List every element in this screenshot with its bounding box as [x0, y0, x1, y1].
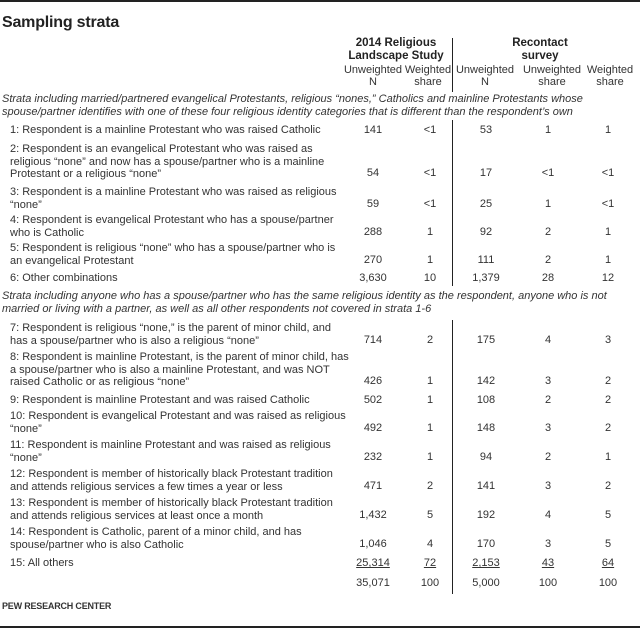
- column-header-line: share: [538, 76, 566, 88]
- table-cell: 1: [604, 451, 612, 463]
- table-cell: 53: [479, 124, 493, 136]
- row-label: 8: Respondent is mainline Protestant, is the parent of minor child, has a spouse/partner who is also a mainline Protestant, and was NOT raised Catholic or as religious “none”: [10, 351, 349, 388]
- column-header-line: Weighted: [404, 64, 452, 76]
- row-label: 15: All others: [10, 557, 74, 569]
- table-cell: <1: [423, 124, 437, 136]
- table-cell: 2,153: [472, 557, 500, 569]
- group-header-line: Recontact: [512, 37, 568, 49]
- table-cell: 141: [476, 480, 496, 492]
- table-cell: 270: [363, 254, 383, 266]
- column-header-line: Unweighted: [343, 64, 403, 76]
- table-cell: 3: [604, 334, 612, 346]
- table-cell: 192: [476, 509, 496, 521]
- table-cell: 2: [544, 394, 552, 406]
- page-title: Sampling strata: [2, 14, 120, 31]
- table-cell: 471: [363, 480, 383, 492]
- table-cell: 1,432: [359, 509, 387, 521]
- section-heading: Strata including married/partnered evangelical Protestants, religious “nones,” Catholics and mainline Protestants whose spouse/partner identifies with one of these four religious identity categories that is different than the respondent’s own: [2, 93, 583, 118]
- table-cell: 1: [426, 422, 434, 434]
- table-cell: 2: [604, 480, 612, 492]
- table-cell: 175: [476, 334, 496, 346]
- table-cell: <1: [601, 198, 615, 210]
- table-cell: 1: [604, 254, 612, 266]
- table-cell: 1: [544, 124, 552, 136]
- table-cell: 5: [604, 538, 612, 550]
- table-cell: 1,046: [359, 538, 387, 550]
- table-cell: 54: [366, 167, 380, 179]
- table-cell: 3: [544, 375, 552, 387]
- total-cell: 100: [538, 577, 558, 589]
- table-cell: 94: [479, 451, 493, 463]
- table-cell: 108: [476, 394, 496, 406]
- column-header: [341, 64, 405, 88]
- row-label: 7: Respondent is religious “none,” is the parent of minor child, and has a spouse/partner who is also a religious “none”: [10, 322, 332, 347]
- table-cell: 10: [423, 272, 437, 284]
- row-label: 3: Respondent is a mainline Protestant who was raised as religious “none”: [10, 186, 337, 211]
- table-cell: <1: [423, 167, 437, 179]
- column-header-line: Unweighted: [522, 64, 582, 76]
- bottom-rule: [0, 626, 640, 628]
- table-cell: 4: [426, 538, 434, 550]
- table-cell: 714: [363, 334, 383, 346]
- column-header-line: Weighted: [586, 64, 634, 76]
- table-cell: 148: [476, 422, 496, 434]
- total-cell: 35,071: [356, 577, 390, 589]
- row-label: 9: Respondent is mainline Protestant and was raised Catholic: [10, 394, 310, 406]
- table-cell: 1,379: [472, 272, 500, 284]
- table-cell: 1: [426, 226, 434, 238]
- row-label: 6: Other combinations: [10, 272, 118, 284]
- table-cell: 25: [479, 198, 493, 210]
- table-cell: 2: [544, 226, 552, 238]
- table-cell: 64: [601, 557, 615, 569]
- table-cell: 111: [477, 254, 495, 266]
- table-cell: 92: [479, 226, 493, 238]
- table-cell: 232: [363, 451, 383, 463]
- row-label: 5: Respondent is religious “none” who has a spouse/partner who is an evangelical Protestant: [10, 242, 336, 267]
- row-label: 11: Respondent is mainline Protestant and was raised as religious “none”: [10, 439, 331, 464]
- column-header: [453, 64, 517, 88]
- table-cell: <1: [423, 198, 437, 210]
- table-cell: <1: [601, 167, 615, 179]
- row-label: 14: Respondent is Catholic, parent of a minor child, and has spouse/partner who is also Catholic: [10, 526, 302, 551]
- table-cell: 17: [479, 167, 493, 179]
- section-heading: Strata including anyone who has a spouse/partner who has the same religious identity as the respondent, anyone who is not married or living with a partner, as well as all other respondents not covered in strata 1-6: [2, 290, 607, 315]
- table-cell: 492: [363, 422, 383, 434]
- column-header: [582, 64, 638, 88]
- source-label: PEW RESEARCH CENTER: [2, 601, 112, 611]
- total-cell: 100: [420, 577, 440, 589]
- table-cell: 142: [476, 375, 496, 387]
- table-cell: 2: [544, 254, 552, 266]
- table-cell: 3: [544, 422, 552, 434]
- table-cell: 1: [426, 451, 434, 463]
- top-rule: [0, 0, 640, 2]
- table-cell: 2: [604, 422, 612, 434]
- table-cell: 1: [604, 124, 612, 136]
- group-header-line: survey: [521, 50, 559, 62]
- table-cell: 2: [604, 394, 612, 406]
- table-cell: 3: [544, 480, 552, 492]
- table-cell: 4: [544, 509, 552, 521]
- column-header-line: N: [481, 76, 489, 88]
- table-cell: 12: [601, 272, 615, 284]
- total-cell: 100: [598, 577, 618, 589]
- table-cell: 2: [604, 375, 612, 387]
- table-cell: 2: [544, 451, 552, 463]
- row-label: 1: Respondent is a mainline Protestant who was raised Catholic: [10, 124, 321, 136]
- table-cell: 288: [363, 226, 383, 238]
- row-label: 4: Respondent is evangelical Protestant who has a spouse/partner who is Catholic: [10, 214, 334, 239]
- table-cell: 4: [544, 334, 552, 346]
- group-header-rls: [340, 37, 452, 63]
- table-cell: 426: [363, 375, 383, 387]
- table-cell: 1: [426, 375, 434, 387]
- table-cell: 170: [476, 538, 496, 550]
- table-cell: 43: [541, 557, 555, 569]
- table-cell: 59: [366, 198, 380, 210]
- row-label: 2: Respondent is an evangelical Protestant who was raised as religious “none” and now has a spouse/partner who is a mainline Protestant or a religious “none”: [10, 143, 325, 180]
- row-label: 12: Respondent is member of historically black Protestant tradition and attends religious services a few times a year or less: [10, 468, 333, 493]
- group-header-recontact: [490, 37, 590, 63]
- column-header-line: share: [414, 76, 442, 88]
- table-cell: 3,630: [359, 272, 387, 284]
- column-header: [520, 64, 584, 88]
- row-label: 10: Respondent is evangelical Protestant and was raised as religious “none”: [10, 410, 346, 435]
- table-cell: 1: [544, 198, 552, 210]
- table-cell: 72: [423, 557, 437, 569]
- total-cell: 5,000: [472, 577, 500, 589]
- table-cell: 141: [363, 124, 383, 136]
- table-cell: <1: [541, 167, 555, 179]
- group-header-line: Landscape Study: [348, 50, 444, 62]
- table-cell: 25,314: [356, 557, 390, 569]
- column-header-line: N: [369, 76, 377, 88]
- table-cell: 5: [604, 509, 612, 521]
- row-label: 13: Respondent is member of historically black Protestant tradition and attends religious services at least once a month: [10, 497, 333, 522]
- table-cell: 1: [426, 394, 434, 406]
- table-cell: 5: [426, 509, 434, 521]
- table-cell: 2: [426, 480, 434, 492]
- table-cell: 28: [541, 272, 555, 284]
- table-cell: 2: [426, 334, 434, 346]
- column-header-line: Unweighted: [455, 64, 515, 76]
- group-header-line: 2014 Religious: [355, 37, 437, 49]
- table-cell: 1: [426, 254, 434, 266]
- table-cell: 3: [544, 538, 552, 550]
- table-cell: 1: [604, 226, 612, 238]
- column-header: [403, 64, 453, 88]
- table-cell: 502: [363, 394, 383, 406]
- column-header-line: share: [596, 76, 624, 88]
